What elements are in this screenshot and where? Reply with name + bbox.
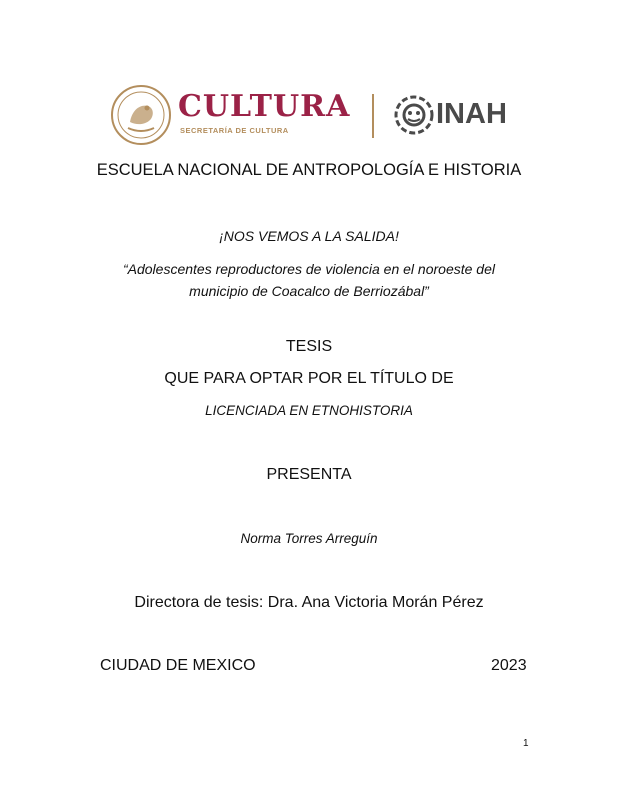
inah-emblem-icon: [393, 94, 435, 136]
author-name: Norma Torres Arreguín: [240, 531, 378, 546]
inah-logo-text: INAH: [436, 98, 507, 130]
presenta-label: PRESENTA: [266, 466, 352, 483]
logo-divider: [372, 94, 374, 138]
document-type: TESIS: [285, 338, 333, 355]
thesis-subtitle-line-2: municipio de Coacalco de Berriozábal”: [189, 283, 429, 299]
header-logos: [110, 80, 520, 150]
cultura-logo-subtitle: SECRETARÍA DE CULTURA: [180, 126, 289, 135]
year: 2023: [491, 657, 527, 674]
mexico-seal-icon: [110, 84, 172, 146]
page-number: 1: [523, 738, 529, 749]
thesis-director: Directora de tesis: Dra. Ana Victoria Morán Pérez: [134, 594, 484, 611]
degree-title: LICENCIADA EN ETNOHISTORIA: [205, 403, 413, 418]
city: CIUDAD DE MEXICO: [100, 657, 256, 674]
thesis-subtitle: [0, 258, 618, 302]
thesis-title: ¡NOS VEMOS A LA SALIDA!: [219, 228, 399, 244]
thesis-subtitle-line-1: “Adolescentes reproductores de violencia en el noroeste del: [122, 261, 495, 277]
cultura-logo-text: CULTURA: [178, 89, 351, 124]
school-name: ESCUELA NACIONAL DE ANTROPOLOGÍA E HISTORIA: [96, 161, 522, 179]
degree-intro: QUE PARA OPTAR POR EL TÍTULO DE: [164, 370, 454, 387]
